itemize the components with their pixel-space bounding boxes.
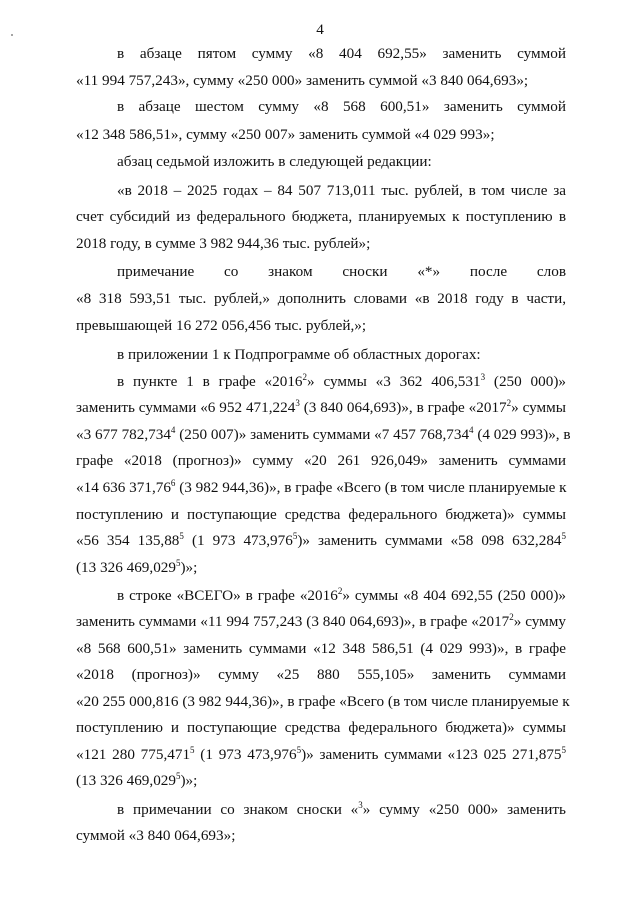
- text-line: в примечании со знаком сноски «$^3$» сумму «250 000» заменить: [117, 800, 566, 818]
- text-line: «2018 (прогноз)» сумму «25 880 555,105» заменить суммами: [76, 666, 566, 683]
- text-line: превышающей 16 272 056,456 тыс. рублей,»;: [76, 317, 367, 334]
- text-line: графе «2018 (прогноз)» сумму «20 261 926,049» заменить суммами: [76, 452, 566, 469]
- text-line: «3 677 782,734$^4$ (250 007)» заменить суммами «7 457 768,734$^4$ (4 029 993)», в: [76, 425, 571, 443]
- text-line: примечание со знаком сноски «*» после слов: [117, 263, 566, 280]
- text-line: 2018 году, в сумме 3 982 944,36 тыс. рублей»;: [76, 235, 371, 252]
- text-line: в приложении 1 к Подпрограмме об областных дорогах:: [117, 346, 481, 363]
- text-line: «56 354 135,88$^5$ (1 973 473,976$^5$)» заменить суммами «58 098 632,284$^5$: [76, 531, 567, 549]
- text-line: «14 636 371,76$^6$ (3 982 944,36)», в графе «Всего (в том числе планируемые к: [76, 478, 567, 496]
- text-line: в абзаце шестом сумму «8 568 600,51» заменить суммой: [117, 98, 566, 115]
- page-number: 4: [316, 21, 324, 38]
- text-line: заменить суммами «6 952 471,224$^3$ (3 840 064,693)», в графе «2017$^2$» суммы: [76, 398, 566, 416]
- text-line: «12 348 586,51», сумму «250 007» заменить суммой «4 029 993»;: [76, 126, 495, 143]
- text-line: «20 255 000,816 (3 982 944,36)», в графе «Всего (в том числе планируемые к: [76, 693, 570, 710]
- text-line: «121 280 775,471$^5$ (1 973 473,976$^5$)» заменить суммами «123 025 271,875$^5$: [76, 745, 567, 763]
- text-line: суммой «3 840 064,693»;: [76, 827, 236, 844]
- text-line: «в 2018 – 2025 годах – 84 507 713,011 тыс. рублей, в том числе за: [117, 182, 566, 199]
- text-line: «8 318 593,51 тыс. рублей,» дополнить словами «в 2018 году в части,: [76, 290, 566, 307]
- text-line: в строке «ВСЕГО» в графе «2016$^2$» суммы «8 404 692,55 (250 000)»: [117, 586, 566, 604]
- text-line: поступлению и поступающие средства федерального бюджета)» суммы: [76, 719, 566, 736]
- text-line: (13 326 469,029$^5$)»;: [76, 558, 198, 576]
- text-line: счет субсидий из федерального бюджета, планируемых к поступлению в: [76, 208, 566, 225]
- text-line: (13 326 469,029$^5$)»;: [76, 771, 198, 789]
- text-line: поступлению и поступающие средства федерального бюджета)» суммы: [76, 506, 566, 523]
- text-line: заменить суммами «11 994 757,243 (3 840 064,693)», в графе «2017$^2$» сумму: [76, 612, 567, 630]
- text-line: абзац седьмой изложить в следующей редакции:: [117, 153, 432, 170]
- text-line: «11 994 757,243», сумму «250 000» заменить суммой «3 840 064,693»;: [76, 72, 529, 89]
- text-line: в пункте 1 в графе «2016$^2$» суммы «3 362 406,531$^3$ (250 000)»: [117, 372, 566, 390]
- text-line: в абзаце пятом сумму «8 404 692,55» заменить суммой: [117, 45, 566, 62]
- text-line: «8 568 600,51» заменить суммами «12 348 586,51 (4 029 993)», в графе: [76, 640, 566, 657]
